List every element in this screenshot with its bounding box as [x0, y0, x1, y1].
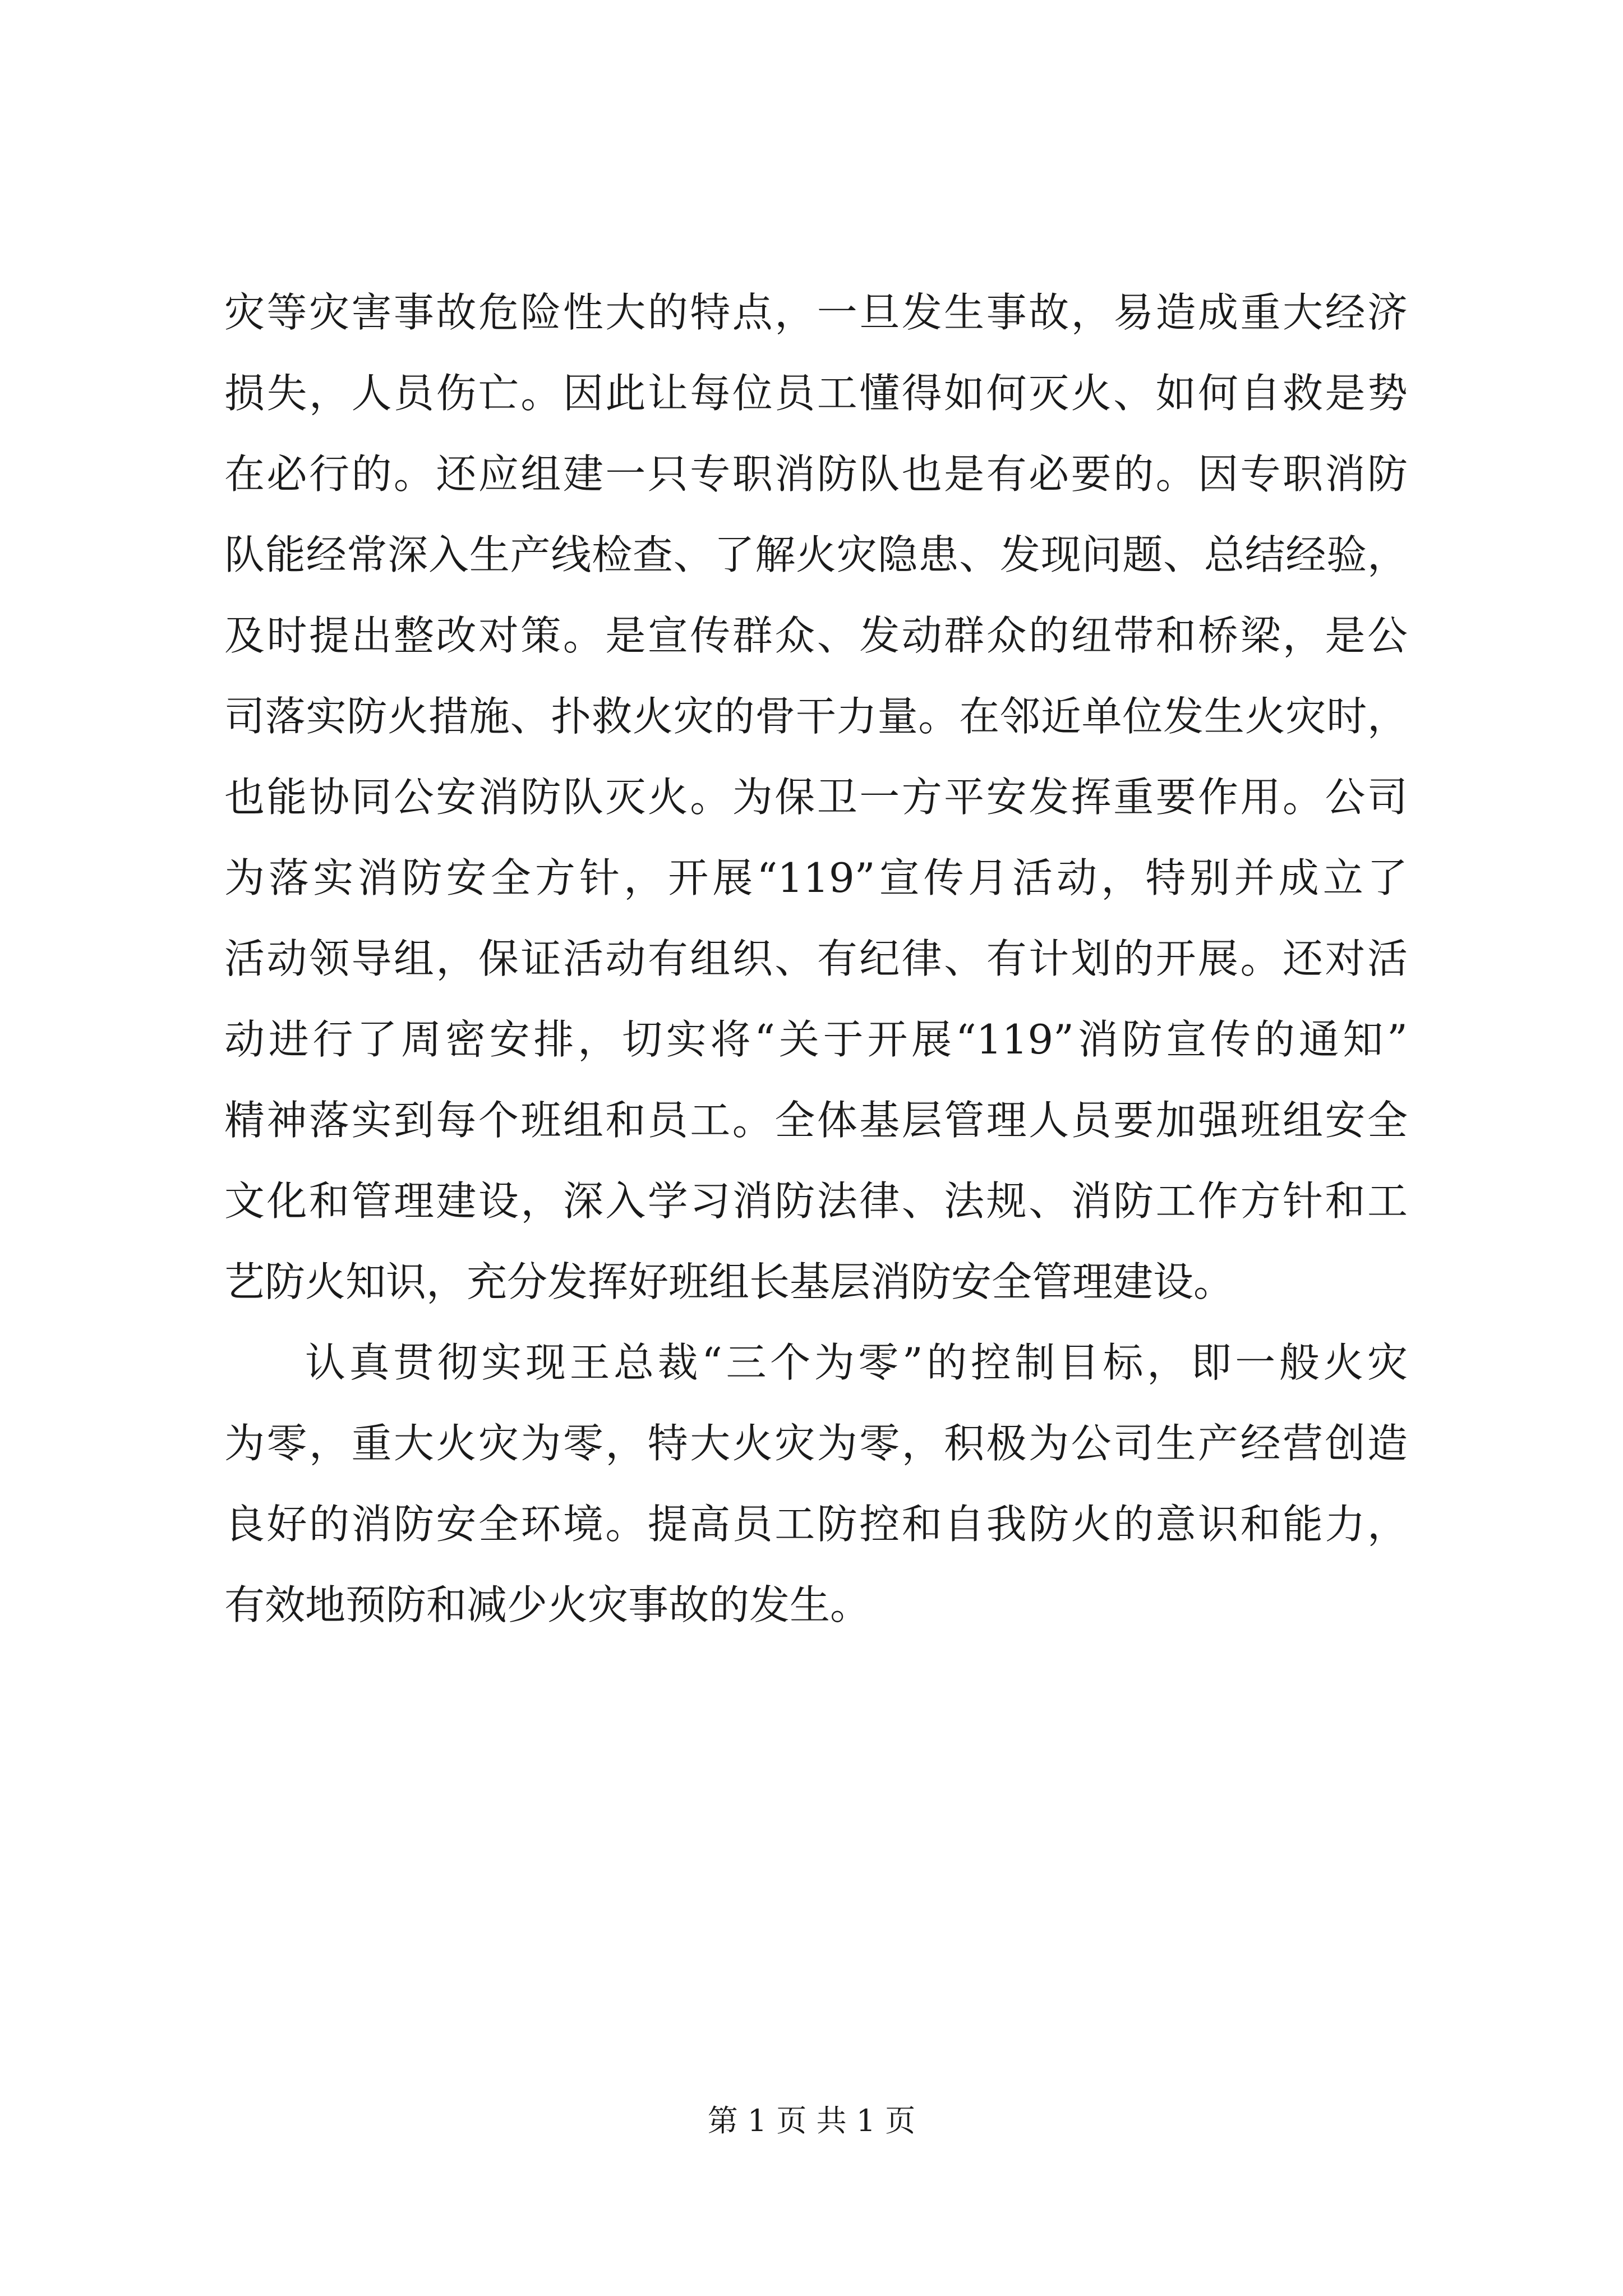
paragraph-line: 有效地预防和减少火灾事故的发生。: [224, 1581, 871, 1628]
paragraph-line: 文化和管理建设，深入学习消防法律、法规、消防工作方针和工: [224, 1177, 1408, 1225]
paragraph-line: 动进行了周密安排，切实将“关于开展“119”消防宣传的通知”: [224, 1016, 1408, 1063]
page-number-label: 第 1 页 共 1 页: [707, 2103, 916, 2138]
paragraph-line: 灾等灾害事故危险性大的特点，一旦发生事故，易造成重大经济: [224, 289, 1408, 336]
page-footer: [0, 2097, 1623, 2140]
paragraph-1: [224, 272, 1408, 1322]
paragraph-line: 在必行的。还应组建一只专职消防队也是有必要的。因专职消防: [224, 450, 1408, 498]
paragraph-line: 良好的消防安全环境。提高员工防控和自我防火的意识和能力，: [224, 1501, 1408, 1548]
paragraph-2: [224, 1322, 1408, 1645]
paragraph-line: 司落实防火措施、扑救火灾的骨干力量。在邻近单位发生火灾时，: [224, 693, 1408, 740]
paragraph-line: 为落实消防安全方针，开展“119”宣传月活动，特别并成立了: [224, 854, 1408, 901]
paragraph-line: 及时提出整改对策。是宣传群众、发动群众的纽带和桥梁，是公: [224, 612, 1408, 659]
paragraph-line: 认真贯彻实现王总裁“三个为零”的控制目标，即一般火灾: [305, 1339, 1408, 1386]
document-body: [224, 272, 1408, 1645]
paragraph-line: 队能经常深入生产线检查、了解火灾隐患、发现问题、总结经验，: [224, 531, 1408, 578]
paragraph-line: 艺防火知识，充分发挥好班组长基层消防安全管理建设。: [224, 1258, 1234, 1305]
paragraph-line: 精神落实到每个班组和员工。全体基层管理人员要加强班组安全: [224, 1097, 1408, 1144]
paragraph-line: 也能协同公安消防队灭火。为保卫一方平安发挥重要作用。公司: [224, 774, 1408, 821]
paragraph-line: 损失，人员伤亡。因此让每位员工懂得如何灭火、如何自救是势: [224, 370, 1408, 417]
paragraph-line: 为零，重大火灾为零，特大火灾为零，积极为公司生产经营创造: [224, 1420, 1408, 1467]
paragraph-line: 活动领导组，保证活动有组织、有纪律、有计划的开展。还对活: [224, 935, 1408, 982]
